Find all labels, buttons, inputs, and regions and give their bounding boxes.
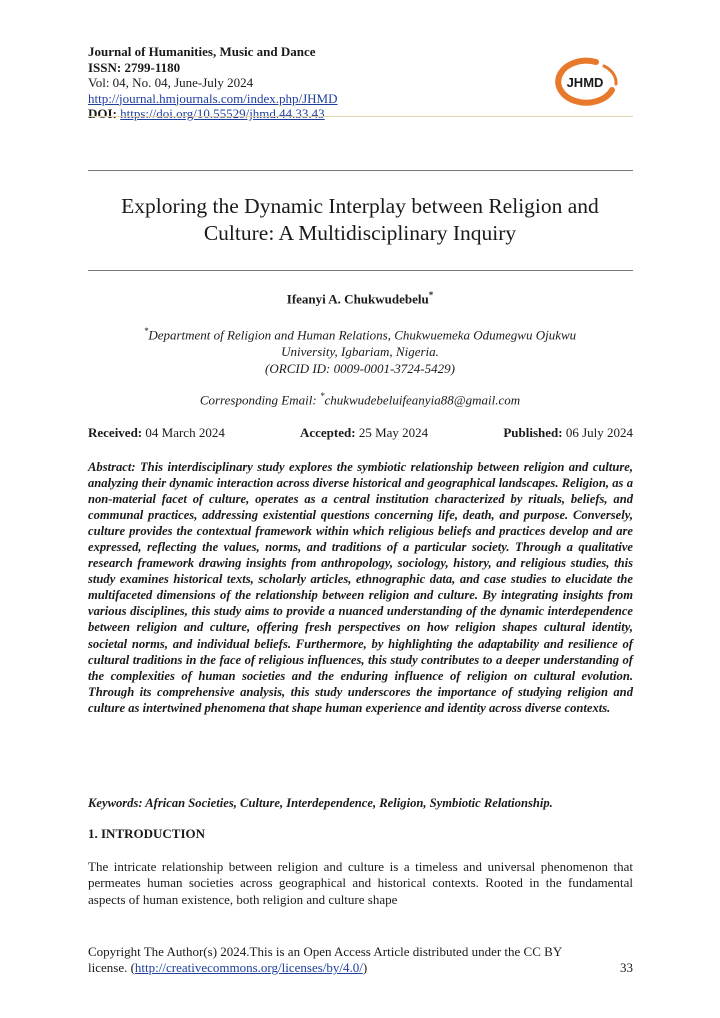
affiliation-line-2: University, Igbariam, Nigeria. — [281, 344, 439, 360]
doi-label: DOI: — [88, 106, 117, 121]
affiliation-mark: * — [143, 326, 149, 336]
paper-title — [60, 193, 660, 247]
email-address: chukwudebeluifeanyia88@gmail.com — [324, 392, 521, 408]
logo-text: JHMD — [566, 75, 604, 90]
abstract: Abstract: This interdisciplinary study explores the symbiotic relationship between religion and culture, analyzing their dynamic interaction across diverse historical and geographical landscapes. Religion, as a non-material facet of culture, operates as a central institution characterized by rituals, beliefs, and communal practices, addressing existential questions concerning life, death, and purpose. Conversely, culture provides the contextual framework within which religious beliefs and practices develop and are expressed, reflecting the values, norms, and traditions of a particular society. Through a qualitative research framework drawing insights from anthropology, sociology, history, and religious studies, this study examines historical texts, scholarly articles, ethnographic data, and case studies to elucidate the multifaceted dimensions of the relationship between religion and culture. By integrating insights from various disciplines, this study aims to provide a nuanced understanding of the dynamic interdependence between religion and culture, offering fresh perspectives on how religion shapes cultural identity, societal norms, and individual beliefs. Furthermore, by highlighting the adaptability and resilience of cultural traditions in the face of religious influences, this study contributes to a deeper understanding of the complexities of human societies and the enduring influence of religion on cultural evolution. Through its comprehensive analysis, this study underscores the importance of studying religion and culture as intertwined phenomena that shape human experience and identity across diverse contexts. — [88, 460, 633, 715]
affiliation-line-1: Department of Religion and Human Relations, Chukwuemeka Odumegwu Ojukwu — [148, 327, 577, 343]
title-line-1: Exploring the Dynamic Interplay between Religion and — [121, 194, 599, 218]
journal-logo-icon — [546, 54, 624, 106]
corresponding-email: Corresponding Email: *chukwudebeluifeanyia88@gmail.com — [199, 391, 521, 408]
section-heading-introduction: 1. INTRODUCTION — [88, 826, 206, 841]
title-rule-top — [88, 170, 633, 171]
keywords: Keywords: African Societies, Culture, Interdependence, Religion, Symbiotic Relationship. — [88, 796, 553, 810]
dates-row — [88, 425, 633, 441]
introduction-paragraph: The intricate relationship between religion and culture is a timeless and universal phenomenon that permeates human societies across geographical and historical contexts. Rooted in the fundamental aspects of human existence, both religion and culture shape — [88, 859, 633, 907]
received-date: Received: 04 March 2024 — [88, 425, 225, 440]
accepted-date: Accepted: 25 May 2024 — [299, 425, 429, 440]
affiliation — [100, 323, 620, 377]
journal-issn: ISSN: 2799-1180 — [88, 59, 181, 75]
author-name: Ifeanyi A. Chukwudebelu* — [286, 290, 434, 307]
title-rule-bottom — [88, 270, 633, 271]
author-mark: * — [428, 290, 434, 300]
copyright-line: Copyright The Author(s) 2024.This is an Open Access Article distributed under the CC BY — [88, 944, 563, 959]
published-date: Published: 06 July 2024 — [503, 425, 633, 440]
journal-volume: Vol: 04, No. 04, June-July 2024 — [88, 75, 254, 90]
journal-url-link[interactable]: http://journal.hmjournals.com/index.php/JHMD — [88, 90, 338, 106]
page-number: 33 — [620, 960, 633, 975]
page-footer: Copyright The Author(s) 2024.This is an Open Access Article distributed under the CC BY license. (http://creativecommons.org/licenses/by/4.0/) 33 — [88, 944, 633, 975]
journal-header — [88, 44, 338, 122]
license-link[interactable]: http://creativecommons.org/licenses/by/4.0/ — [134, 960, 363, 975]
doi-link[interactable]: https://doi.org/10.55529/jhmd.44.33.43 — [120, 106, 325, 121]
title-line-2: Culture: A Multidisciplinary Inquiry — [203, 221, 517, 245]
orcid: (ORCID ID: 0009-0001-3724-5429) — [265, 361, 455, 377]
journal-name: Journal of Humanities, Music and Dance — [88, 44, 316, 59]
logo-divider — [88, 116, 633, 117]
